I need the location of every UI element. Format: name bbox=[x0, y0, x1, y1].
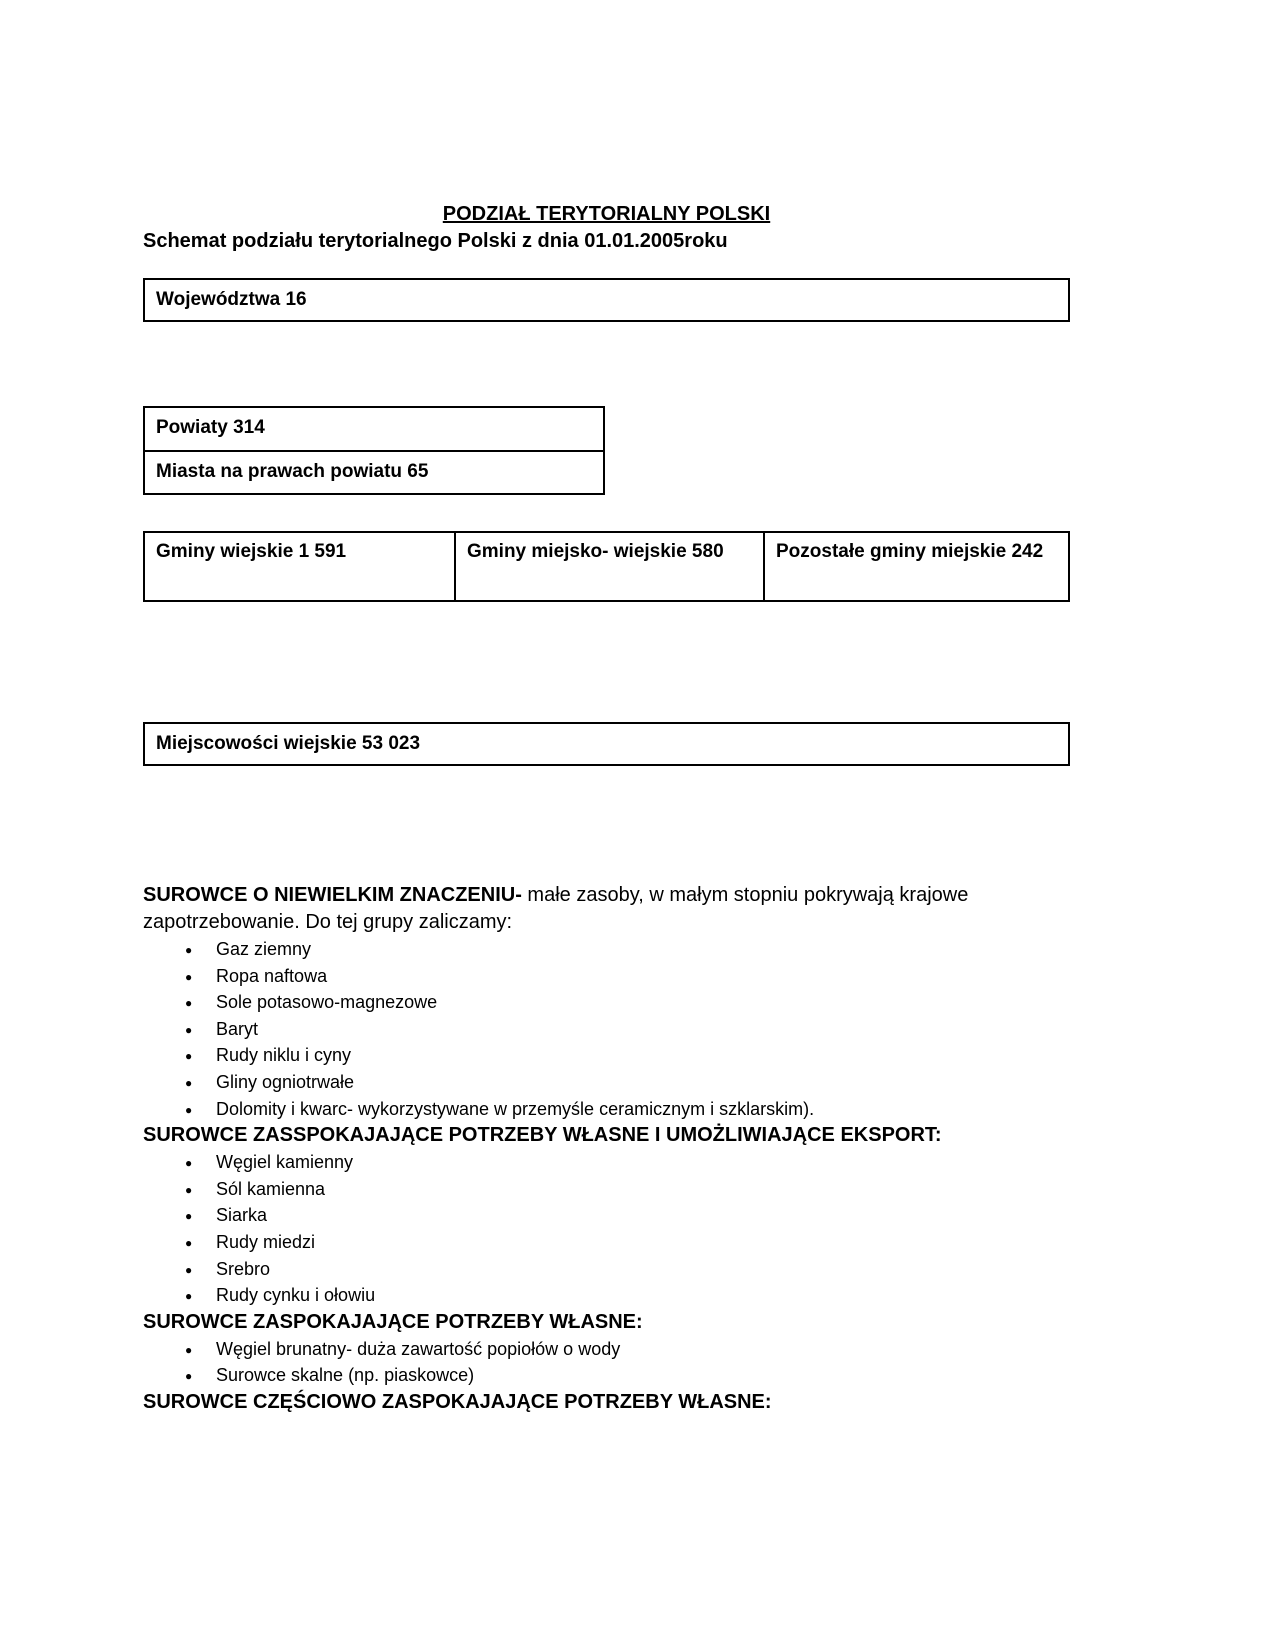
box-powiaty bbox=[143, 406, 605, 452]
minerals-list-3 bbox=[185, 1336, 1070, 1389]
box-miejscowosci-label: Miejscowości wiejskie 53 023 bbox=[156, 733, 421, 754]
list-item: ● Sól kamienna bbox=[185, 1176, 1070, 1203]
minerals-section bbox=[143, 882, 1070, 1416]
page-title: PODZIAŁ TERYTORIALNY POLSKI bbox=[442, 203, 771, 225]
list-item: ● Surowce skalne (np. piaskowce) bbox=[185, 1362, 1070, 1389]
box-gminy-miejsko-wiejskie bbox=[454, 531, 765, 602]
box-miasta-na-prawach-powiatu bbox=[143, 450, 605, 495]
list-item: ● Gaz ziemny bbox=[185, 936, 1070, 963]
section-intro-paragraph bbox=[143, 882, 1070, 936]
section-heading: SUROWCE CZĘŚCIOWO ZASPOKAJAJĄCE POTRZEBY WŁASNE: bbox=[143, 1390, 772, 1413]
box-wojewodztwa-label: Województwa 16 bbox=[156, 289, 307, 310]
box-pozostale-gminy-miejskie-label: Pozostałe gminy miejskie 242 bbox=[776, 541, 1044, 562]
page-subtitle: Schemat podziału terytorialnego Polski z dnia 01.01.2005roku bbox=[143, 230, 728, 252]
list-item: ● Rudy cynku i ołowiu bbox=[185, 1282, 1070, 1309]
section-heading: SUROWCE ZASSPOKAJAJĄCE POTRZEBY WŁASNE I UMOŻLIWIAJĄCE EKSPORT: bbox=[143, 1124, 942, 1147]
list-item: ● Węgiel kamienny bbox=[185, 1149, 1070, 1176]
box-gminy-wiejskie bbox=[143, 531, 456, 602]
minerals-list-2 bbox=[185, 1149, 1070, 1309]
list-item: ● Dolomity i kwarc- wykorzystywane w przemyśle ceramicznym i szklarskim). bbox=[185, 1096, 1070, 1123]
box-miejscowosci-wiejskie bbox=[143, 722, 1070, 766]
list-item: ● Rudy niklu i cyny bbox=[185, 1042, 1070, 1069]
section-intro-text: małe zasoby, w małym stopniu pokrywają krajowe zapotrzebowanie. Do tej grupy zaliczamy: bbox=[143, 884, 969, 933]
minerals-list-1 bbox=[185, 936, 1070, 1122]
box-gminy-wiejskie-label: Gminy wiejskie 1 591 bbox=[156, 541, 347, 562]
list-item: ● Siarka bbox=[185, 1202, 1070, 1229]
box-gminy-row bbox=[143, 531, 1070, 602]
list-item: ● Srebro bbox=[185, 1256, 1070, 1283]
list-item: ● Gliny ogniotrwałe bbox=[185, 1069, 1070, 1096]
box-gminy-miejsko-wiejskie-label: Gminy miejsko- wiejskie 580 bbox=[467, 541, 724, 562]
list-item: ● Rudy miedzi bbox=[185, 1229, 1070, 1256]
box-powiaty-group bbox=[143, 406, 605, 495]
section-heading-inline: SUROWCE O NIEWIELKIM ZNACZENIU- bbox=[143, 884, 522, 906]
box-pozostale-gminy-miejskie bbox=[763, 531, 1070, 602]
list-item: ● Węgiel brunatny- duża zawartość popiołów o wody bbox=[185, 1336, 1070, 1363]
list-item: ● Baryt bbox=[185, 1016, 1070, 1043]
section-heading: SUROWCE ZASPOKAJAJĄCE POTRZEBY WŁASNE: bbox=[143, 1310, 643, 1333]
box-wojewodztwa bbox=[143, 278, 1070, 322]
box-miasta-label: Miasta na prawach powiatu 65 bbox=[156, 461, 429, 482]
list-item: ● Ropa naftowa bbox=[185, 963, 1070, 990]
list-item: ● Sole potasowo-magnezowe bbox=[185, 989, 1070, 1016]
box-powiaty-label: Powiaty 314 bbox=[156, 417, 265, 438]
